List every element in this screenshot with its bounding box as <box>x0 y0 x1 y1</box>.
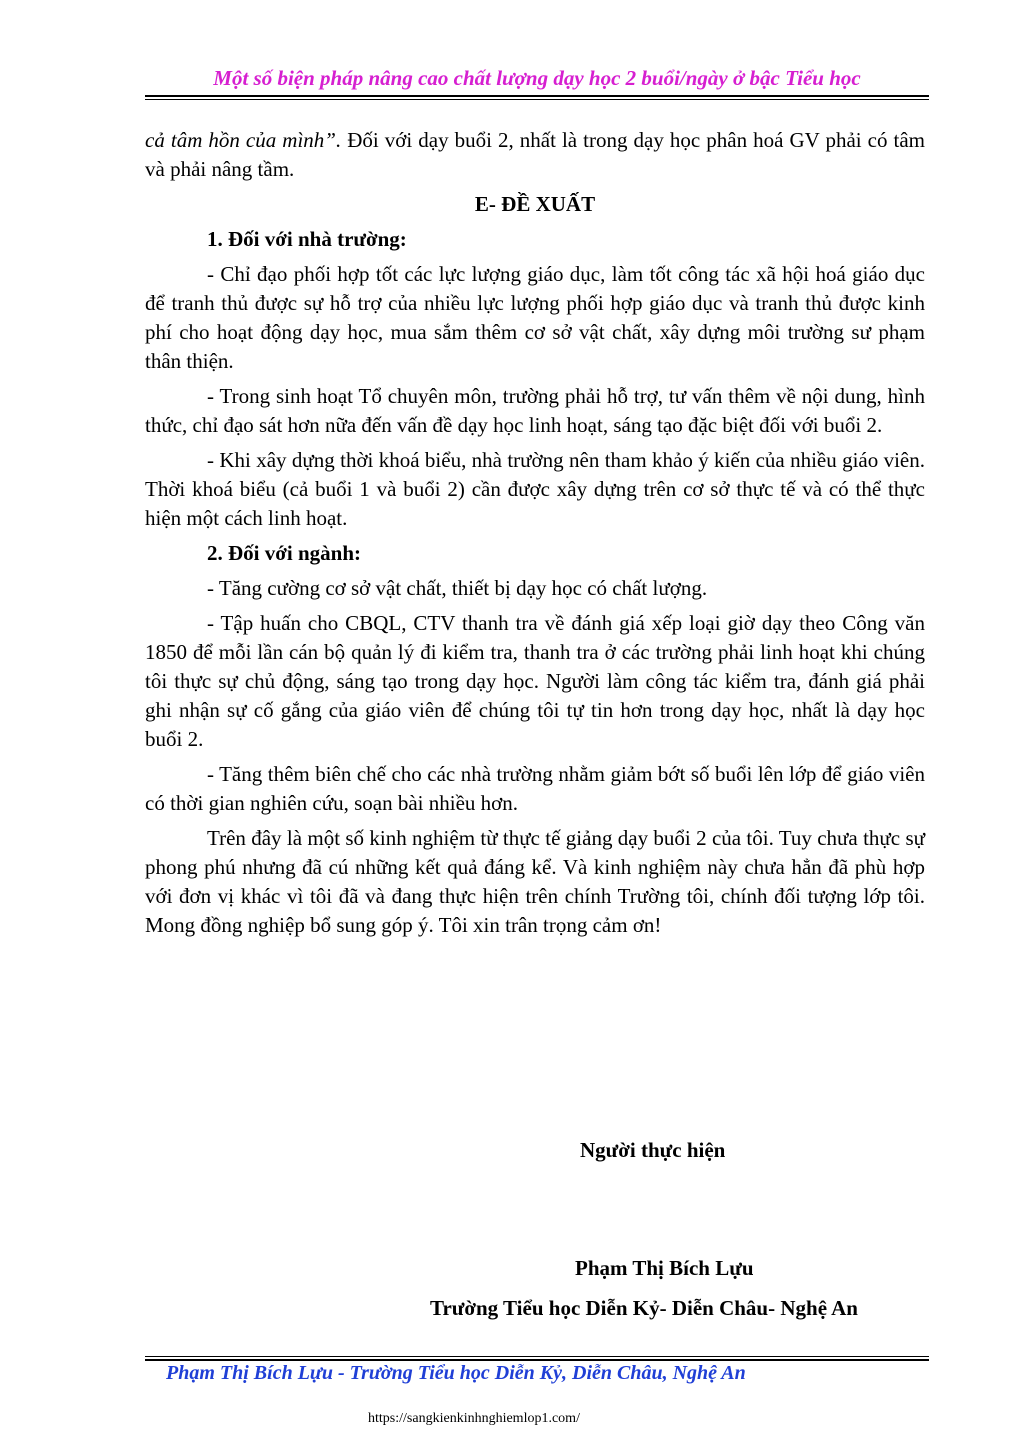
paragraph: - Khi xây dựng thời khoá biểu, nhà trường nên tham khảo ý kiến của nhiều giáo viên. Thời khoá biểu (cả buổi 1 và buổi 2) cần được xây dựng trên cơ sở thực tế và có thể thực hiện một cách linh hoạt. <box>145 448 925 530</box>
intro-text: Đối với dạy buổi 2, nhất là trong dạy học phân hoá GV phải có tâm và phải nâng tầm. <box>145 128 925 181</box>
header-rule-thick <box>145 95 929 97</box>
intro-paragraph <box>145 126 925 184</box>
footer-rule-thin <box>145 1356 929 1357</box>
paragraph: - Tăng cường cơ sở vật chất, thiết bị dạy học có chất lượng. <box>207 576 708 600</box>
subheading-sector: 2. Đối với ngành: <box>207 541 361 565</box>
footer-url: https://sangkienkinhnghiemlop1.com/ <box>368 1411 580 1426</box>
signature-school: Trường Tiểu học Diễn Kỷ- Diễn Châu- Nghệ An <box>430 1296 858 1320</box>
footer-rule-thick <box>145 1359 929 1361</box>
page-header-title: Một số biện pháp nâng cao chất lượng dạy học 2 buổi/ngày ở bậc Tiểu học <box>213 66 861 90</box>
header-rule-thin <box>145 99 929 100</box>
footer-author: Phạm Thị Bích Lựu - Trường Tiểu học Diễn Kỷ, Diễn Châu, Nghệ An <box>166 1362 746 1384</box>
paragraph: - Tăng thêm biên chế cho các nhà trường nhằm giảm bớt số buổi lên lớp để giáo viên có thời gian nghiên cứu, soạn bài nhiều hơn. <box>145 762 925 815</box>
closing-paragraph: Trên đây là một số kinh nghiệm từ thực tế giảng dạy buổi 2 của tôi. Tuy chưa thực sự phong phú nhưng đã cú những kết quả đáng kể. Và kinh nghiệm này chưa hẳn đã phù hợp với đơn vị khác vì tôi đã và đang thực hiện trên chính Trường tôi, chính đối tượng lớp tôi. Mong đồng nghiệp bổ sung góp ý. Tôi xin trân trọng cảm ơn! <box>145 826 925 937</box>
document-body <box>145 126 925 946</box>
signature-role: Người thực hiện <box>580 1138 726 1162</box>
paragraph: - Tập huấn cho CBQL, CTV thanh tra về đánh giá xếp loại giờ dạy theo Công văn 1850 để mỗi lần cán bộ quản lý đi kiểm tra, thanh tra ở các trường phải linh hoạt khi chúng tôi thực sự chủ động, sáng tạo trong dạy học. Người làm công tác kiểm tra, đánh giá phải ghi nhận sự cố gắng của giáo viên để chúng tôi tự tin hơn trong dạy học, nhất là dạy học buổi 2. <box>145 611 925 751</box>
subheading-school: 1. Đối với nhà trường: <box>207 227 407 251</box>
signature-name: Phạm Thị Bích Lựu <box>575 1256 754 1280</box>
intro-quote: cả tâm hồn của mình”. <box>145 128 342 152</box>
paragraph: - Trong sinh hoạt Tổ chuyên môn, trường phải hỗ trợ, tư vấn thêm về nội dung, hình thức, chỉ đạo sát hơn nữa đến vấn đề dạy học linh hoạt, sáng tạo đặc biệt đối với buổi 2. <box>145 384 925 437</box>
paragraph: - Chỉ đạo phối hợp tốt các lực lượng giáo dục, làm tốt công tác xã hội hoá giáo dục để tranh thủ được sự hỗ trợ của nhiều lực lượng phối hợp giáo dục và tranh thủ được kinh phí cho hoạt động dạy học, mua sắm thêm cơ sở vật chất, xây dựng môi trường sư phạm thân thiện. <box>145 262 925 373</box>
section-title: E- ĐỀ XUẤT <box>474 192 596 216</box>
